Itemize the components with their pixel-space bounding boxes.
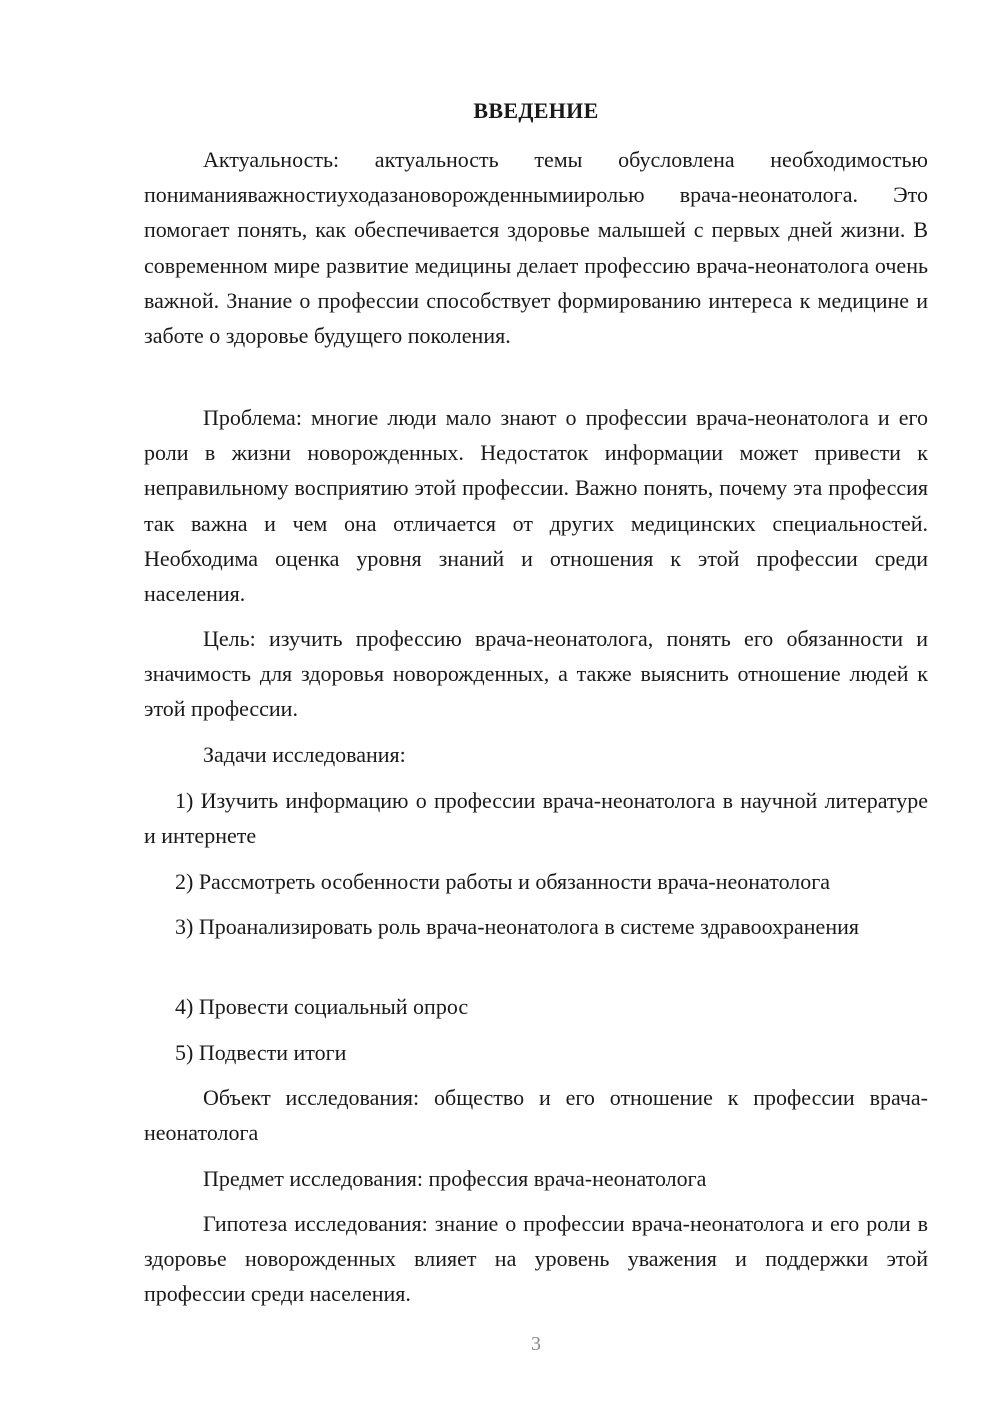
relevance-paragraph: Актуальность: актуальность темы обусловлена необходимостью пониманияважностиуходазановорожденнымииролью врача-неонатолога. Это помогает понять, как обеспечивается здоровье малышей с первых дней жизни. В современном мире развитие медицины делает профессию врача-неонатолога очень важной. Знание о профессии способствует формированию интереса к медицине и заботе о здоровье будущего поколения. — [144, 147, 928, 349]
goal-paragraph: Цель: изучить профессию врача-неонатолога, понять его обязанности и значимость для здоровья новорожденных, а также выяснить отношение людей к этой профессии. — [144, 626, 928, 722]
problem-paragraph: Проблема: многие люди мало знают о профессии врача-неонатолога и его роли в жизни новорожденных. Недостаток информации может привести к неправильному восприятию этой профессии. Важно понять, почему эта профессия так важна и чем она отличается от других медицинских специальностей. Необходима оценка уровня знаний и отношения к этой профессии среди населения. — [144, 405, 928, 607]
task-item-5: 5) Подвести итоги — [175, 1040, 347, 1065]
task-item-3: 3) Проанализировать роль врача-неонатолога в системе здравоохранения — [175, 914, 859, 939]
task-item-1: 1) Изучить информацию о профессии врача-неонатолога в научной литературе и интернете — [144, 788, 928, 849]
page-number: 3 — [531, 1333, 541, 1355]
page-title: ВВЕДЕНИЕ — [473, 98, 599, 123]
hypothesis-paragraph: Гипотеза исследования: знание о профессии врача-неонатолога и его роли в здоровье новорожденных влияет на уровень уважения и поддержки этой профессии среди населения. — [144, 1211, 928, 1307]
subject-paragraph: Предмет исследования: профессия врача-неонатолога — [203, 1166, 707, 1191]
tasks-heading: Задачи исследования: — [203, 742, 406, 767]
task-item-2: 2) Рассмотреть особенности работы и обязанности врача-неонатолога — [175, 869, 831, 894]
task-item-4: 4) Провести социальный опрос — [175, 994, 469, 1019]
object-paragraph: Объект исследования: общество и его отношение к профессии врача-неонатолога — [144, 1085, 928, 1146]
